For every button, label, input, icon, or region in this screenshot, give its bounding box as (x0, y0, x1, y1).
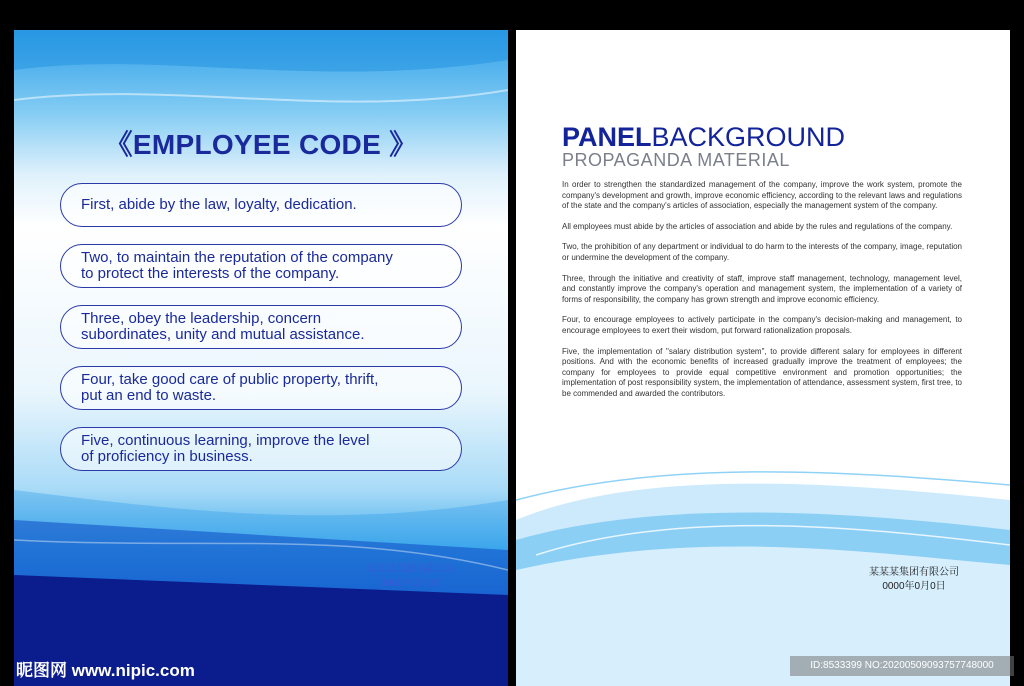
code-item-5 (60, 427, 462, 471)
panel-background-title (562, 122, 845, 153)
code-item-2 (60, 244, 462, 288)
code-item-text: Four, take good care of public property, thrift, (81, 371, 379, 388)
propaganda-subtitle: PROPAGANDA MATERIAL (562, 150, 790, 170)
code-item-3 (60, 305, 462, 349)
code-item-text: First, abide by the law, loyalty, dedication. (81, 196, 357, 213)
left-poster-panel (14, 30, 508, 686)
code-item-text: Two, to maintain the reputation of the company (81, 249, 393, 266)
company-name: 某某某集团有限公司 (367, 564, 457, 575)
left-company-block (357, 563, 467, 591)
paragraph: Three, through the initiative and creativity of staff, improve staff management, technology, management level, and constantly improve the company's operation and management system, the implementation of a variety of forms of responsibility, the company has grown strength and improve economic efficiency. (562, 273, 962, 304)
paragraph: In order to strengthen the standardized management of the company, improve the work system, promote the company's development and growth, improve economic efficiency, according to the relevant laws and regulations of the state and the company's articles of association, especially the management system of the company. (562, 180, 962, 211)
code-item-text: put an end to waste. (81, 387, 217, 404)
paragraph: Two, the prohibition of any department or individual to do harm to the interests of the company, image, reputation or undermine the development of the company. (562, 242, 962, 262)
code-item-text: Three, obey the leadership, concern (81, 310, 322, 327)
nipic-watermark: 昵图网 www.nipic.com (16, 661, 195, 680)
paragraph: All employees must abide by the articles of association and abide by the rules and regulations of the company. (562, 221, 953, 231)
image-id-watermark: ID:8533399 NO:20200509093757748000 (790, 656, 1014, 676)
right-company-block (854, 566, 974, 594)
title-bold-part: PANEL (562, 122, 652, 152)
body-text (562, 180, 962, 410)
code-item-text: subordinates, unity and mutual assistance. (81, 326, 365, 343)
employee-code-title: 《EMPLOYEE CODE 》 (104, 129, 418, 160)
code-item-text: of proficiency in business. (81, 448, 253, 465)
code-item-4 (60, 366, 462, 410)
right-poster-panel (516, 30, 1010, 686)
code-item-text: to protect the interests of the company. (81, 265, 340, 282)
company-date: 0000年0月0日 (380, 578, 444, 589)
company-name: 某某某集团有限公司 (869, 567, 959, 578)
paragraph: Five, the implementation of "salary distribution system", to provide different salary for employees in different positions. And with the economic benefits of increased gradually improve the treatment of employees; the company for employees to provide equal competitive environment and promotion opportunities; the implementation of post responsibility system, the implementation of attendance, assessment system, first tree, to be commended and awarded the contributors. (562, 346, 962, 398)
company-date: 0000年0月0日 (882, 581, 946, 592)
code-item-text: Five, continuous learning, improve the level (81, 432, 370, 449)
title-light-part: BACKGROUND (651, 122, 846, 152)
code-item-1 (60, 183, 462, 227)
paragraph: Four, to encourage employees to actively participate in the company's decision-making and management, to encourage employees to exert their wisdom, put forward rationalization proposals. (562, 315, 962, 335)
